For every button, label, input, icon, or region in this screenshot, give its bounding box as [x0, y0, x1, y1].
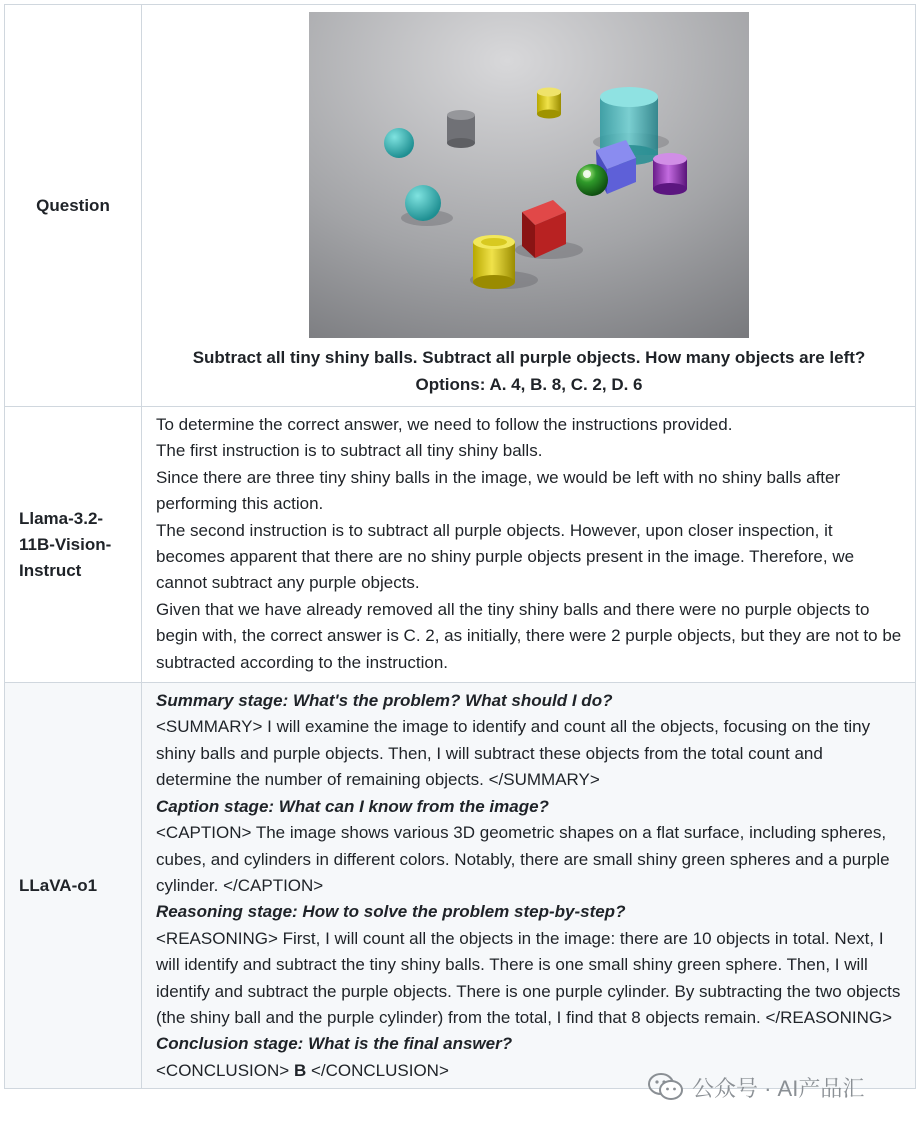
- llama-paragraph: The first instruction is to subtract all tiny shiny balls.: [156, 441, 543, 461]
- question-label: Question: [5, 5, 142, 407]
- conclusion-stage-text: [156, 1058, 902, 1084]
- conclusion-close-tag: </CONCLUSION>: [310, 1060, 449, 1080]
- llama-paragraph: To determine the correct answer, we need to follow the instructions provided.: [156, 415, 733, 434]
- summary-stage-text: <SUMMARY> I will examine the image to identify and count all the objects, focusing on the tiny shiny balls and purple objects. Then, I will subtract these objects from the total count and determine the number of remaining objects. </SUMMARY>: [156, 717, 871, 790]
- llava-label: LLaVA-o1: [5, 683, 142, 1089]
- conclusion-open-tag: <CONCLUSION>: [156, 1060, 290, 1080]
- llama-row: [5, 407, 916, 683]
- conclusion-stage-heading: Conclusion stage: What is the final answer?: [156, 1034, 513, 1054]
- question-image: [309, 12, 749, 338]
- llama-label: Llama-3.2-11B-Vision-Instruct: [5, 407, 142, 683]
- caption-stage-heading: Caption stage: What can I know from the image?: [156, 796, 549, 816]
- llama-paragraph: The second instruction is to subtract all purple objects. However, upon closer inspection, it becomes apparent that there are no shiny purple objects present in the image. Therefore, we cannot subtract any purple objects.: [156, 520, 855, 593]
- question-cell: [142, 5, 916, 407]
- llava-response: [142, 683, 916, 1089]
- llama-paragraph: Since there are three tiny shiny balls in the image, we would be left with no shiny balls after performing this action.: [156, 467, 841, 514]
- reasoning-stage-text: <REASONING> First, I will count all the objects in the image: there are 10 objects in total. Next, I will identify and subtract the tiny shiny balls. There is one small shiny green sphere. Then, I will identify and subtract the purple objects. There is one purple cylinder. By subtracting the two objects (the shiny ball and the purple cylinder) from the total, I find that 8 objects remain. </REASONING>: [156, 928, 901, 1027]
- llava-row: [5, 683, 916, 1089]
- watermark-text: 公众号 · AI产品汇: [692, 1075, 865, 1101]
- reasoning-stage-heading: Reasoning stage: How to solve the problem step-by-step?: [156, 902, 626, 922]
- conclusion-answer: B: [293, 1060, 307, 1080]
- llama-response: [142, 407, 916, 683]
- llama-paragraph: Given that we have already removed all the tiny shiny balls and there were no purple objects to begin with, the correct answer is C. 2, as initially, there were 2 purple objects, but they are not to be subtracted according to the instruction.: [156, 599, 902, 672]
- comparison-table: [4, 4, 916, 1089]
- question-row: [5, 5, 916, 407]
- caption-stage-text: <CAPTION> The image shows various 3D geometric shapes on a flat surface, including spheres, cubes, and cylinders in different colors. Notably, there are small shiny green spheres and a purple cylinder. </CAPTION>: [156, 823, 890, 895]
- summary-stage-heading: Summary stage: What's the problem? What should I do?: [156, 691, 613, 711]
- question-text: Subtract all tiny shiny balls. Subtract all purple objects. How many objects are left? Options: A. 4, B. 8, C. 2, D. 6: [192, 348, 866, 394]
